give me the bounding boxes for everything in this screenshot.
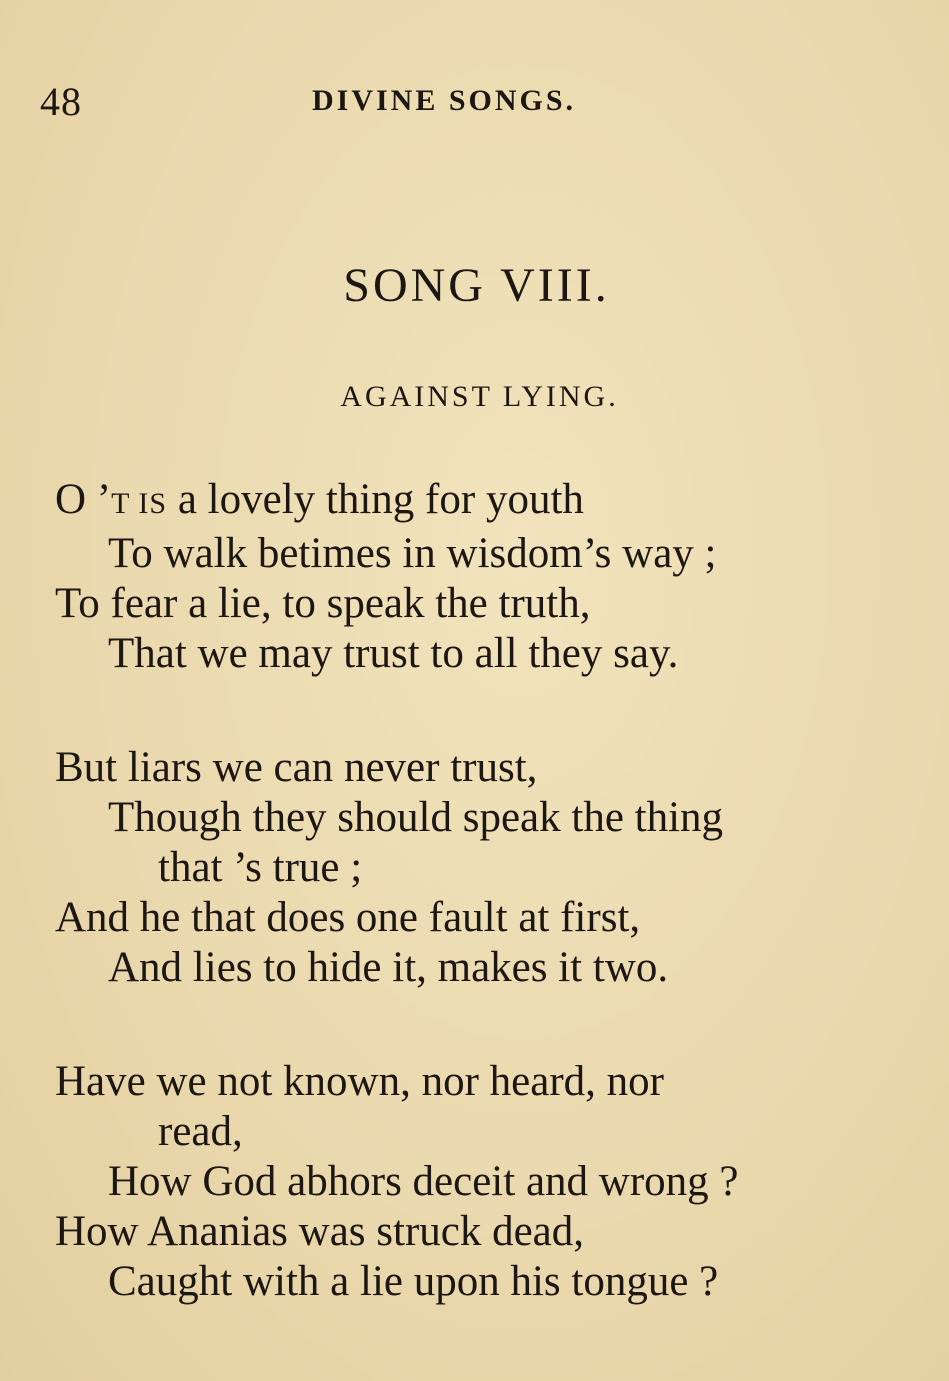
stanza-1 xyxy=(0,475,949,679)
poem-line: And lies to hide it, makes it two. xyxy=(108,944,669,991)
running-head xyxy=(0,78,949,124)
line-lead: O ’ xyxy=(55,476,112,523)
poem-line-continuation: read, xyxy=(158,1108,243,1155)
poem-line xyxy=(0,475,949,529)
poem-line: Though they should speak the thing xyxy=(108,794,724,841)
poem-line: Caught with a lie upon his tongue ? xyxy=(108,1258,719,1305)
poem-line: To fear a lie, to speak the truth, xyxy=(55,580,591,627)
song-subtitle-text: AGAINST LYING. xyxy=(340,380,619,413)
poem-line: To walk betimes in wisdom’s way ; xyxy=(108,530,717,577)
poem-line: But liars we can never trust, xyxy=(55,744,538,791)
song-title-text: SONG VIII. xyxy=(343,259,610,312)
running-title: DIVINE SONGS. xyxy=(312,84,577,117)
poem-line: And he that does one fault at first, xyxy=(55,894,641,941)
poem-line-continuation: that ’s true ; xyxy=(158,844,363,891)
line-smallcaps: T IS xyxy=(111,487,168,520)
poem-line: That we may trust to all they say. xyxy=(108,630,679,677)
poem xyxy=(0,475,949,1371)
line-rest: a lovely thing for youth xyxy=(167,476,584,523)
song-subtitle xyxy=(0,380,949,414)
poem-line: How Ananias was struck dead, xyxy=(55,1208,585,1255)
poem-line: Have we not known, nor heard, nor xyxy=(55,1058,664,1105)
stanza-3 xyxy=(0,1057,949,1307)
poem-line: How God abhors deceit and wrong ? xyxy=(108,1158,739,1205)
stanza-2 xyxy=(0,743,949,993)
page-number: 48 xyxy=(40,79,82,124)
song-title xyxy=(0,258,949,313)
